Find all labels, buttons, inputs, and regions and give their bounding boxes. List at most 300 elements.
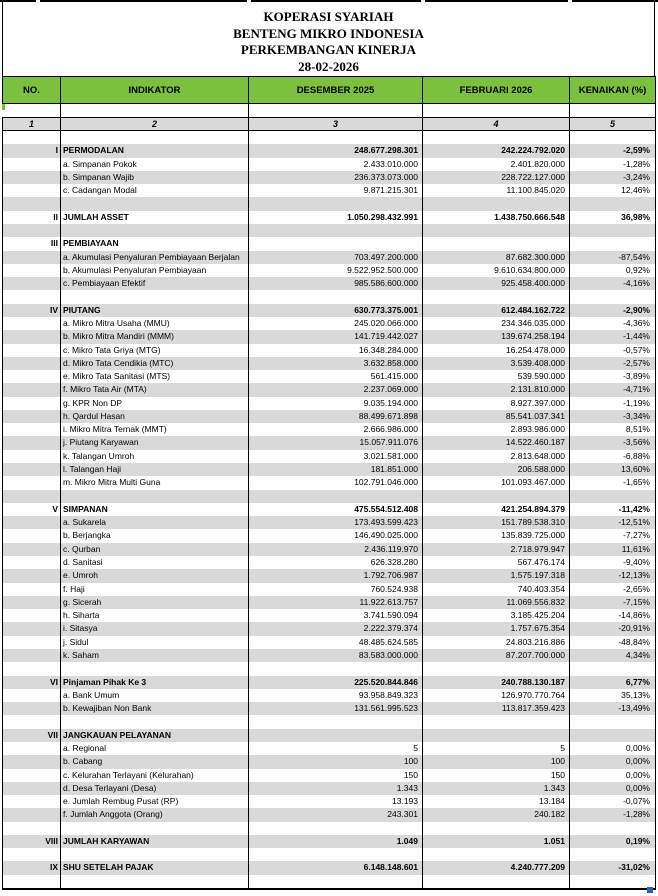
kenaikan-value-cell[interactable]: 0,00% xyxy=(570,742,656,755)
desember-value-cell[interactable]: 15.057.911.076 xyxy=(249,436,423,449)
header-indikator[interactable]: INDIKATOR xyxy=(61,76,249,104)
indicator-cell[interactable]: g. KPR Non DP xyxy=(61,397,249,410)
kenaikan-value-cell[interactable]: -1,28% xyxy=(570,808,656,821)
kenaikan-value-cell[interactable] xyxy=(570,237,656,250)
februari-value-cell[interactable]: 567.476.174 xyxy=(423,556,570,569)
februari-value-cell[interactable] xyxy=(423,715,570,728)
februari-value-cell[interactable]: 1.757.675.354 xyxy=(423,622,570,635)
row-no-cell[interactable] xyxy=(2,808,61,821)
indicator-cell[interactable]: Pinjaman Pihak Ke 3 xyxy=(61,676,249,689)
kenaikan-value-cell[interactable]: -13,49% xyxy=(570,702,656,715)
kenaikan-value-cell[interactable]: 0,00% xyxy=(570,755,656,768)
februari-value-cell[interactable] xyxy=(423,729,570,742)
indicator-cell[interactable]: a. Bank Umum xyxy=(61,689,249,702)
desember-value-cell[interactable]: 3.021.581.000 xyxy=(249,450,423,463)
kenaikan-value-cell[interactable]: 35,13% xyxy=(570,689,656,702)
februari-value-cell[interactable]: 4.240.777.209 xyxy=(423,861,570,874)
desember-value-cell[interactable]: 245.020.066.000 xyxy=(249,317,423,330)
kenaikan-value-cell[interactable]: -20,91% xyxy=(570,622,656,635)
row-no-cell[interactable] xyxy=(2,383,61,396)
indicator-cell[interactable]: m. Mikro Mitra Multi Guna xyxy=(61,476,249,489)
kenaikan-value-cell[interactable]: -3,89% xyxy=(570,370,656,383)
row-no-cell[interactable] xyxy=(2,583,61,596)
februari-value-cell[interactable]: 13.184 xyxy=(423,795,570,808)
februari-value-cell[interactable] xyxy=(423,237,570,250)
indicator-cell[interactable]: a. Mikro Mitra Usaha (MMU) xyxy=(61,317,249,330)
desember-value-cell[interactable]: 630.773.375.001 xyxy=(249,304,423,317)
row-no-cell[interactable] xyxy=(2,476,61,489)
indicator-cell[interactable]: PEMBIAYAAN xyxy=(61,237,249,250)
februari-value-cell[interactable]: 612.484.162.722 xyxy=(423,304,570,317)
kenaikan-value-cell[interactable]: -7,15% xyxy=(570,596,656,609)
org-name-line1: KOPERASI SYARIAH xyxy=(263,9,394,24)
kenaikan-value-cell[interactable]: 13,60% xyxy=(570,463,656,476)
row-no-cell[interactable] xyxy=(2,822,61,835)
kenaikan-value-cell[interactable]: -6,88% xyxy=(570,450,656,463)
desember-value-cell[interactable]: 93.958.849.323 xyxy=(249,689,423,702)
kenaikan-value-cell[interactable]: 36,98% xyxy=(570,211,656,224)
kenaikan-value-cell[interactable]: 0,19% xyxy=(570,835,656,848)
row-no-cell[interactable] xyxy=(2,436,61,449)
indicator-cell[interactable] xyxy=(61,490,249,503)
row-no-cell[interactable] xyxy=(2,649,61,662)
row-no-cell[interactable] xyxy=(2,357,61,370)
row-no-cell[interactable] xyxy=(2,370,61,383)
februari-value-cell[interactable]: 8.927.397.000 xyxy=(423,397,570,410)
indicator-cell[interactable]: b. Mikro Mitra Mandiri (MMM) xyxy=(61,330,249,343)
kenaikan-value-cell[interactable]: -7,27% xyxy=(570,529,656,542)
indicator-cell[interactable]: j. Piutang Karyawan xyxy=(61,436,249,449)
indicator-cell[interactable] xyxy=(61,224,249,237)
desember-value-cell[interactable]: 9.035.194.000 xyxy=(249,397,423,410)
februari-value-cell[interactable]: 539.590.000 xyxy=(423,370,570,383)
februari-value-cell[interactable]: 3.539.408.000 xyxy=(423,357,570,370)
kenaikan-value-cell[interactable] xyxy=(570,131,656,144)
februari-value-cell[interactable]: 740.403.354 xyxy=(423,583,570,596)
februari-value-cell[interactable]: 101.093.467.000 xyxy=(423,476,570,489)
februari-value-cell[interactable]: 2.718.979.947 xyxy=(423,543,570,556)
kenaikan-value-cell[interactable]: 0,92% xyxy=(570,264,656,277)
header-no[interactable]: NO. xyxy=(2,76,61,104)
row-no-cell[interactable] xyxy=(2,277,61,290)
kenaikan-value-cell[interactable]: 0,00% xyxy=(570,782,656,795)
row-no-cell[interactable] xyxy=(2,875,61,888)
header-desember-2025[interactable]: DESEMBER 2025 xyxy=(249,76,423,104)
kenaikan-value-cell[interactable] xyxy=(570,729,656,742)
februari-value-cell[interactable]: 240.182 xyxy=(423,808,570,821)
kenaikan-value-cell[interactable]: -87,54% xyxy=(570,251,656,264)
desember-value-cell[interactable] xyxy=(249,224,423,237)
row-no-cell[interactable] xyxy=(2,569,61,582)
indicator-cell[interactable]: l. Talangan Haji xyxy=(61,463,249,476)
desember-value-cell[interactable]: 985.586.600.000 xyxy=(249,277,423,290)
row-no-cell[interactable] xyxy=(2,397,61,410)
desember-value-cell[interactable]: 2.666.986.000 xyxy=(249,423,423,436)
indicator-cell[interactable]: h. Qardul Hasan xyxy=(61,410,249,423)
row-no-cell[interactable] xyxy=(2,344,61,357)
desember-value-cell[interactable]: 3.741.590.094 xyxy=(249,609,423,622)
desember-value-cell[interactable]: 2.222.379.374 xyxy=(249,622,423,635)
desember-value-cell[interactable]: 9.522.952.500.000 xyxy=(249,264,423,277)
indicator-cell[interactable]: b. Cabang xyxy=(61,755,249,768)
desember-value-cell[interactable]: 173.493.599.423 xyxy=(249,516,423,529)
desember-value-cell[interactable]: 146.490.025.000 xyxy=(249,529,423,542)
desember-value-cell[interactable]: 475.554.512.408 xyxy=(249,503,423,516)
row-no-cell[interactable] xyxy=(2,529,61,542)
indicator-cell[interactable]: b. Akumulasi Penyaluran Pembiayaan xyxy=(61,264,249,277)
indicator-cell[interactable]: PERMODALAN xyxy=(61,144,249,157)
row-no-cell[interactable]: III xyxy=(2,237,61,250)
row-no-cell[interactable]: IV xyxy=(2,304,61,317)
februari-value-cell[interactable]: 2.401.820.000 xyxy=(423,158,570,171)
desember-value-cell[interactable]: 1.050.298.432.991 xyxy=(249,211,423,224)
row-no-cell[interactable]: VI xyxy=(2,676,61,689)
row-no-cell[interactable] xyxy=(2,636,61,649)
kenaikan-value-cell[interactable]: -3,34% xyxy=(570,410,656,423)
row-no-cell[interactable] xyxy=(2,689,61,702)
table-row xyxy=(2,317,656,330)
februari-value-cell[interactable]: 2.131.810.000 xyxy=(423,383,570,396)
desember-value-cell[interactable]: 88.499.671.898 xyxy=(249,410,423,423)
desember-value-cell[interactable]: 131.561.995.523 xyxy=(249,702,423,715)
desember-value-cell[interactable]: 236.373.073.000 xyxy=(249,171,423,184)
februari-value-cell[interactable]: 87.207.700.000 xyxy=(423,649,570,662)
desember-value-cell[interactable]: 243.301 xyxy=(249,808,423,821)
kenaikan-value-cell[interactable]: -14,86% xyxy=(570,609,656,622)
row-no-cell[interactable]: VII xyxy=(2,729,61,742)
februari-value-cell[interactable]: 1.051 xyxy=(423,835,570,848)
desember-value-cell[interactable]: 5 xyxy=(249,742,423,755)
row-no-cell[interactable] xyxy=(2,609,61,622)
februari-value-cell[interactable] xyxy=(423,662,570,675)
kenaikan-value-cell[interactable]: -0,57% xyxy=(570,344,656,357)
row-no-cell[interactable] xyxy=(2,410,61,423)
februari-value-cell[interactable] xyxy=(423,490,570,503)
kenaikan-value-cell[interactable]: 4,34% xyxy=(570,649,656,662)
februari-value-cell[interactable] xyxy=(423,224,570,237)
indicator-cell[interactable]: f. Haji xyxy=(61,583,249,596)
desember-value-cell[interactable] xyxy=(249,875,423,888)
kenaikan-value-cell[interactable]: -12,13% xyxy=(570,569,656,582)
kenaikan-value-cell[interactable]: -48,84% xyxy=(570,636,656,649)
indicator-cell[interactable]: c. Cadangan Modal xyxy=(61,184,249,197)
indicator-cell[interactable]: a. Simpanan Pokok xyxy=(61,158,249,171)
februari-value-cell[interactable]: 1.343 xyxy=(423,782,570,795)
indicator-cell[interactable]: c. Mikro Tata Griya (MTG) xyxy=(61,344,249,357)
kenaikan-value-cell[interactable]: -11,42% xyxy=(570,503,656,516)
indicator-cell[interactable]: JANGKAUAN PELAYANAN xyxy=(61,729,249,742)
indicator-cell[interactable] xyxy=(61,848,249,861)
kenaikan-value-cell[interactable] xyxy=(570,290,656,303)
kenaikan-value-cell[interactable]: -12,51% xyxy=(570,516,656,529)
row-no-cell[interactable] xyxy=(2,171,61,184)
desember-value-cell[interactable]: 2.436.119.970 xyxy=(249,543,423,556)
februari-value-cell[interactable]: 14.522.460.187 xyxy=(423,436,570,449)
desember-value-cell[interactable]: 141.719.442.027 xyxy=(249,330,423,343)
desember-value-cell[interactable]: 1.049 xyxy=(249,835,423,848)
row-no-cell[interactable]: V xyxy=(2,503,61,516)
indicator-cell[interactable]: c. Qurban xyxy=(61,543,249,556)
indicator-cell[interactable]: d. Desa Terlayani (Desa) xyxy=(61,782,249,795)
februari-value-cell[interactable] xyxy=(423,822,570,835)
row-no-cell[interactable] xyxy=(2,317,61,330)
februari-value-cell[interactable]: 85.541.037.341 xyxy=(423,410,570,423)
desember-value-cell[interactable]: 248.677.298.301 xyxy=(249,144,423,157)
header-februari-2026[interactable]: FEBRUARI 2026 xyxy=(423,76,570,104)
februari-value-cell[interactable]: 3.185.425.204 xyxy=(423,609,570,622)
februari-value-cell[interactable] xyxy=(423,197,570,210)
indicator-cell[interactable]: PIUTANG xyxy=(61,304,249,317)
desember-value-cell[interactable] xyxy=(249,490,423,503)
indicator-cell[interactable]: d. Mikro Tata Cendikia (MTC) xyxy=(61,357,249,370)
indicator-cell[interactable]: b. Simpanan Wajib xyxy=(61,171,249,184)
header-kenaikan[interactable]: KENAIKAN (%) xyxy=(570,76,656,104)
col-num-5: 5 xyxy=(570,118,656,130)
desember-value-cell[interactable]: 16.348.284.000 xyxy=(249,344,423,357)
desember-value-cell[interactable]: 11.922.613.757 xyxy=(249,596,423,609)
fill-handle[interactable] xyxy=(647,887,653,893)
februari-value-cell[interactable]: 135.839.725.000 xyxy=(423,529,570,542)
kenaikan-value-cell[interactable]: -1,44% xyxy=(570,330,656,343)
kenaikan-value-cell[interactable]: -3,56% xyxy=(570,436,656,449)
februari-value-cell[interactable]: 11.069.556.832 xyxy=(423,596,570,609)
row-no-cell[interactable] xyxy=(2,264,61,277)
row-no-cell[interactable] xyxy=(2,596,61,609)
kenaikan-value-cell[interactable] xyxy=(570,822,656,835)
kenaikan-value-cell[interactable] xyxy=(570,875,656,888)
kenaikan-value-cell[interactable]: -2,90% xyxy=(570,304,656,317)
februari-value-cell[interactable]: 240.788.130.187 xyxy=(423,676,570,689)
februari-value-cell[interactable]: 925.458.400.000 xyxy=(423,277,570,290)
indicator-cell[interactable] xyxy=(61,290,249,303)
row-no-cell[interactable] xyxy=(2,184,61,197)
row-no-cell[interactable] xyxy=(2,224,61,237)
row-no-cell[interactable] xyxy=(2,330,61,343)
februari-value-cell[interactable]: 139.674.258.194 xyxy=(423,330,570,343)
row-no-cell[interactable] xyxy=(2,715,61,728)
kenaikan-value-cell[interactable]: 11,61% xyxy=(570,543,656,556)
februari-value-cell[interactable]: 206.588.000 xyxy=(423,463,570,476)
indicator-cell[interactable]: f. Mikro Tata Air (MTA) xyxy=(61,383,249,396)
februari-value-cell[interactable]: 2.813.648.000 xyxy=(423,450,570,463)
kenaikan-value-cell[interactable]: -2,59% xyxy=(570,144,656,157)
desember-value-cell[interactable]: 48.485.624.585 xyxy=(249,636,423,649)
row-no-cell[interactable] xyxy=(2,158,61,171)
desember-value-cell[interactable]: 1.792.706.987 xyxy=(249,569,423,582)
desember-value-cell[interactable]: 83.583.000.000 xyxy=(249,649,423,662)
kenaikan-value-cell[interactable]: -2,65% xyxy=(570,583,656,596)
februari-value-cell[interactable]: 234.346.035.000 xyxy=(423,317,570,330)
row-no-cell[interactable] xyxy=(2,251,61,264)
desember-value-cell[interactable]: 102.791.046.000 xyxy=(249,476,423,489)
indicator-cell[interactable]: a. Akumulasi Penyaluran Pembiayaan Berjalan xyxy=(61,251,249,264)
row-no-cell[interactable] xyxy=(2,662,61,675)
kenaikan-value-cell[interactable]: -3,24% xyxy=(570,171,656,184)
desember-value-cell[interactable]: 9.871.215.301 xyxy=(249,184,423,197)
indicator-cell[interactable]: a. Sukarela xyxy=(61,516,249,529)
indicator-cell[interactable] xyxy=(61,131,249,144)
indicator-cell[interactable]: i. Sitasya xyxy=(61,622,249,635)
kenaikan-value-cell[interactable]: -9,40% xyxy=(570,556,656,569)
indicator-cell[interactable]: d. Sanitasi xyxy=(61,556,249,569)
row-no-cell[interactable] xyxy=(2,556,61,569)
indicator-cell[interactable]: i. Mikro Mitra Ternak (MMT) xyxy=(61,423,249,436)
indicator-cell[interactable]: k. Saham xyxy=(61,649,249,662)
kenaikan-value-cell[interactable]: -4,16% xyxy=(570,277,656,290)
desember-value-cell[interactable]: 2.433.010.000 xyxy=(249,158,423,171)
row-no-cell[interactable] xyxy=(2,742,61,755)
desember-value-cell[interactable] xyxy=(249,729,423,742)
februari-value-cell[interactable]: 24.803.216.886 xyxy=(423,636,570,649)
row-no-cell[interactable]: IX xyxy=(2,861,61,874)
desember-value-cell[interactable]: 150 xyxy=(249,769,423,782)
februari-value-cell[interactable]: 228.722.127.000 xyxy=(423,171,570,184)
februari-value-cell[interactable]: 242.224.792.020 xyxy=(423,144,570,157)
indicator-cell[interactable]: SIMPANAN xyxy=(61,503,249,516)
kenaikan-value-cell[interactable]: 6,77% xyxy=(570,676,656,689)
indicator-cell[interactable]: g. Sicerah xyxy=(61,596,249,609)
kenaikan-value-cell[interactable] xyxy=(570,715,656,728)
indicator-cell[interactable]: h. Siharta xyxy=(61,609,249,622)
februari-value-cell[interactable] xyxy=(423,131,570,144)
table-row xyxy=(2,423,656,436)
februari-value-cell[interactable]: 113.817.359.423 xyxy=(423,702,570,715)
desember-value-cell[interactable]: 6.148.148.601 xyxy=(249,861,423,874)
desember-value-cell[interactable]: 626.328.280 xyxy=(249,556,423,569)
row-no-cell[interactable] xyxy=(2,769,61,782)
kenaikan-value-cell[interactable] xyxy=(570,490,656,503)
februari-value-cell[interactable]: 151.789.538.310 xyxy=(423,516,570,529)
kenaikan-value-cell[interactable]: -0,07% xyxy=(570,795,656,808)
indicator-cell[interactable]: j. Sidul xyxy=(61,636,249,649)
row-no-cell[interactable] xyxy=(2,131,61,144)
februari-value-cell[interactable] xyxy=(423,848,570,861)
row-no-cell[interactable]: II xyxy=(2,211,61,224)
desember-value-cell[interactable]: 561.415.000 xyxy=(249,370,423,383)
indicator-cell[interactable]: b. Kewajiban Non Bank xyxy=(61,702,249,715)
indicator-cell[interactable]: c. Pembiayaan Efektif xyxy=(61,277,249,290)
row-no-cell[interactable] xyxy=(2,290,61,303)
indicator-cell[interactable]: JUMLAH ASSET xyxy=(61,211,249,224)
desember-value-cell[interactable]: 1.343 xyxy=(249,782,423,795)
indicator-cell[interactable]: SHU SETELAH PAJAK xyxy=(61,861,249,874)
indicator-cell[interactable]: k. Talangan Umroh xyxy=(61,450,249,463)
kenaikan-value-cell[interactable]: -1,19% xyxy=(570,397,656,410)
februari-value-cell[interactable]: 1.438.750.666.548 xyxy=(423,211,570,224)
desember-value-cell[interactable] xyxy=(249,290,423,303)
februari-value-cell[interactable]: 1.575.197.318 xyxy=(423,569,570,582)
row-no-cell[interactable] xyxy=(2,702,61,715)
row-no-cell[interactable] xyxy=(2,795,61,808)
indicator-cell[interactable]: f. Jumlah Anggota (Orang) xyxy=(61,808,249,821)
indicator-cell[interactable]: JUMLAH KARYAWAN xyxy=(61,835,249,848)
table-row xyxy=(2,596,656,609)
kenaikan-value-cell[interactable]: -4,36% xyxy=(570,317,656,330)
februari-value-cell[interactable] xyxy=(423,875,570,888)
row-no-cell[interactable] xyxy=(2,463,61,476)
februari-value-cell[interactable] xyxy=(423,290,570,303)
row-no-cell[interactable]: I xyxy=(2,144,61,157)
row-no-cell[interactable] xyxy=(2,755,61,768)
desember-value-cell[interactable]: 181.851.000 xyxy=(249,463,423,476)
kenaikan-value-cell[interactable]: -1,28% xyxy=(570,158,656,171)
februari-value-cell[interactable]: 11.100.845.020 xyxy=(423,184,570,197)
desember-value-cell[interactable]: 703.497.200.000 xyxy=(249,251,423,264)
kenaikan-value-cell[interactable]: -4,71% xyxy=(570,383,656,396)
table-row xyxy=(2,529,656,542)
row-no-cell[interactable]: VIII xyxy=(2,835,61,848)
desember-value-cell[interactable] xyxy=(249,848,423,861)
indicator-cell[interactable]: c. Kelurahan Terlayani (Kelurahan) xyxy=(61,769,249,782)
kenaikan-value-cell[interactable]: 8,51% xyxy=(570,423,656,436)
indicator-cell[interactable]: e. Umroh xyxy=(61,569,249,582)
row-no-cell[interactable] xyxy=(2,490,61,503)
blank-row xyxy=(2,197,656,210)
desember-value-cell[interactable] xyxy=(249,822,423,835)
row-no-cell[interactable] xyxy=(2,622,61,635)
table-row xyxy=(2,861,656,874)
kenaikan-value-cell[interactable]: 12,46% xyxy=(570,184,656,197)
desember-value-cell[interactable]: 760.524.938 xyxy=(249,583,423,596)
kenaikan-value-cell[interactable] xyxy=(570,848,656,861)
februari-value-cell[interactable]: 421.254.894.379 xyxy=(423,503,570,516)
kenaikan-value-cell[interactable]: -2,57% xyxy=(570,357,656,370)
desember-value-cell[interactable]: 3.632.858.000 xyxy=(249,357,423,370)
kenaikan-value-cell[interactable]: -31,02% xyxy=(570,861,656,874)
indicator-cell[interactable] xyxy=(61,822,249,835)
row-no-cell[interactable] xyxy=(2,782,61,795)
februari-value-cell[interactable]: 5 xyxy=(423,742,570,755)
indicator-cell[interactable]: e. Mikro Tata Sanitasi (MTS) xyxy=(61,370,249,383)
row-no-cell[interactable] xyxy=(2,197,61,210)
februari-value-cell[interactable]: 16.254.478.000 xyxy=(423,344,570,357)
februari-value-cell[interactable]: 100 xyxy=(423,755,570,768)
desember-value-cell[interactable] xyxy=(249,662,423,675)
kenaikan-value-cell[interactable]: 0,00% xyxy=(570,769,656,782)
februari-value-cell[interactable]: 87.682.300.000 xyxy=(423,251,570,264)
row-no-cell[interactable] xyxy=(2,543,61,556)
februari-value-cell[interactable]: 126.970.770.764 xyxy=(423,689,570,702)
indicator-cell[interactable] xyxy=(61,875,249,888)
kenaikan-value-cell[interactable] xyxy=(570,197,656,210)
row-no-cell[interactable] xyxy=(2,450,61,463)
row-no-cell[interactable] xyxy=(2,423,61,436)
kenaikan-value-cell[interactable]: -1,65% xyxy=(570,476,656,489)
row-no-cell[interactable] xyxy=(2,848,61,861)
desember-value-cell[interactable] xyxy=(249,197,423,210)
desember-value-cell[interactable]: 100 xyxy=(249,755,423,768)
desember-value-cell[interactable]: 2.237.069.000 xyxy=(249,383,423,396)
indicator-cell[interactable] xyxy=(61,662,249,675)
desember-value-cell[interactable] xyxy=(249,237,423,250)
indicator-cell[interactable] xyxy=(61,715,249,728)
februari-value-cell[interactable]: 2.893.986.000 xyxy=(423,423,570,436)
kenaikan-value-cell[interactable] xyxy=(570,224,656,237)
indicator-cell[interactable]: a. Regional xyxy=(61,742,249,755)
indicator-cell[interactable]: e. Jumlah Rembug Pusat (RP) xyxy=(61,795,249,808)
februari-value-cell[interactable]: 150 xyxy=(423,769,570,782)
desember-value-cell[interactable] xyxy=(249,715,423,728)
februari-value-cell[interactable]: 9.610.634.800.000 xyxy=(423,264,570,277)
kenaikan-value-cell[interactable] xyxy=(570,662,656,675)
table-row xyxy=(2,277,656,290)
indicator-cell[interactable]: b. Berjangka xyxy=(61,529,249,542)
desember-value-cell[interactable]: 13.193 xyxy=(249,795,423,808)
row-no-cell[interactable] xyxy=(2,516,61,529)
desember-value-cell[interactable]: 225.520.844.846 xyxy=(249,676,423,689)
indicator-cell[interactable] xyxy=(61,197,249,210)
desember-value-cell[interactable] xyxy=(249,131,423,144)
